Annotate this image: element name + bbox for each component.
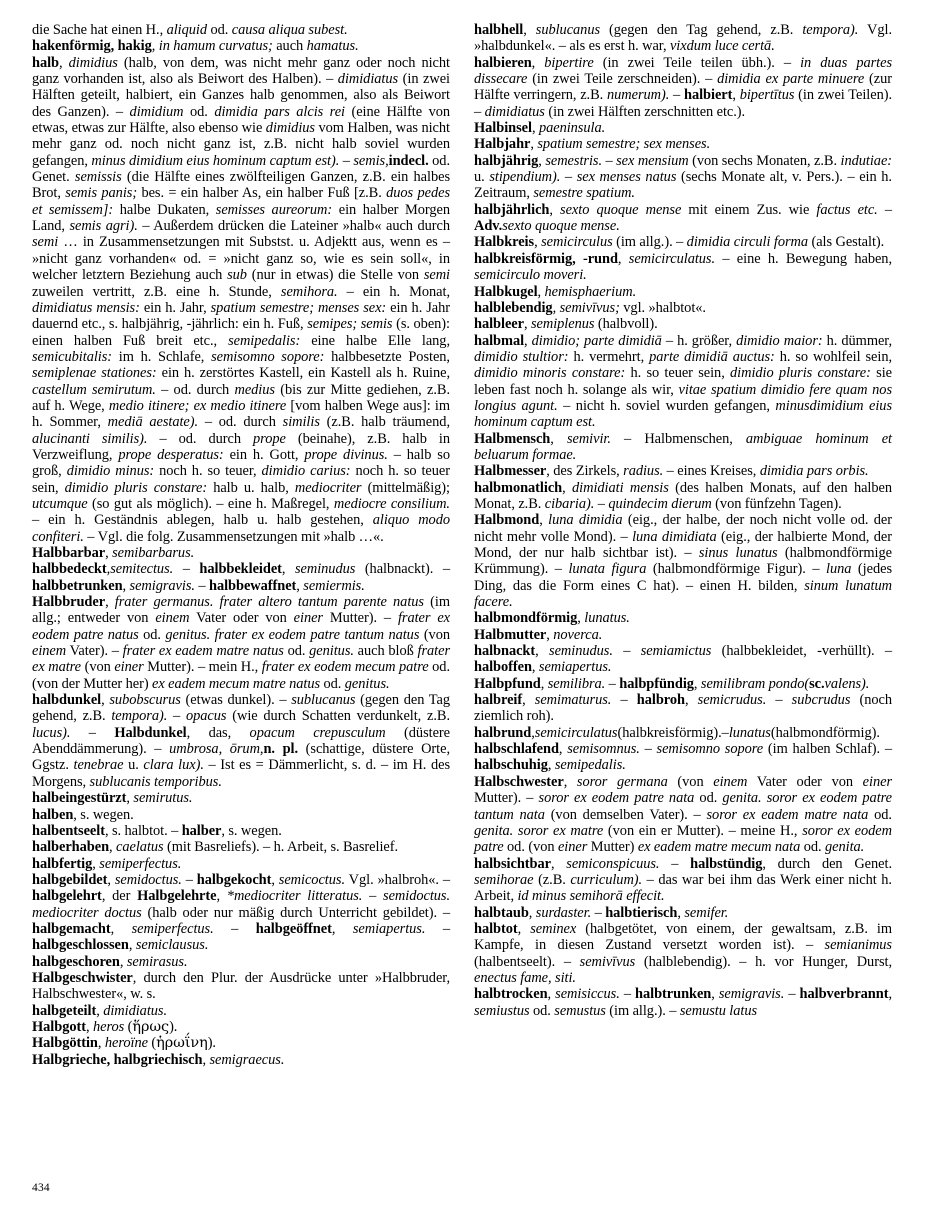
dictionary-entry: Halbgeschwister, durch den Plur. der Ausdrücke unter »Halbbruder, Halbschwester«, w. s. bbox=[32, 969, 450, 1003]
dictionary-entry: halbmonatlich, dimidiati mensis (des halben Monats, auf den halben Monat, z.B. cibaria). – quindecim dierum (von fünfzehn Tagen). bbox=[474, 479, 893, 512]
right-column bbox=[474, 22, 892, 1019]
left-column bbox=[32, 22, 450, 1068]
dictionary-entry: Halbbarbar, semibarbarus. bbox=[32, 545, 195, 561]
dictionary-entry: hakenförmig, hakig, in hamum curvatus; auch hamatus. bbox=[32, 38, 359, 55]
dictionary-entry: halben, s. wegen. bbox=[32, 806, 134, 823]
dictionary-entry: Halbmesser, des Zirkels, radius. – eines Kreises, dimidia pars orbis. bbox=[474, 463, 869, 480]
dictionary-entry: Halbmutter, noverca. bbox=[474, 626, 603, 643]
dictionary-entry: Halbkreis, semicirculus (im allg.). – dimidia circuli forma (als Gestalt). bbox=[474, 234, 885, 251]
dictionary-entry: halbrund,semicirculatus(halbkreisförmig).–lunatus(halbmondförmig). bbox=[474, 724, 880, 741]
dictionary-entry: halbschlafend, semisomnus. – semisomno sopore (im halben Schlaf). – halbschuhig, semipedalis. bbox=[474, 741, 893, 774]
dictionary-entry: halbentseelt, s. halbtot. – halber, s. wegen. bbox=[32, 822, 282, 839]
dictionary-entry: Halbpfund, semilibra. – halbpfündig, semilibram pondo(sc.valens). bbox=[474, 675, 870, 692]
dictionary-entry: halbleer, semiplenus (halbvoll). bbox=[474, 316, 658, 333]
dictionary-entry: halbjährig, semestris. – sex mensium (von sechs Monaten, z.B. indutiae: u. stipendium). – sex menses natus (sechs Monate alt, v. Pers.). – ein h. Zeitraum, semestre spatium. bbox=[474, 152, 893, 202]
dictionary-entry: halbeingestürzt, semirutus. bbox=[32, 790, 193, 807]
dictionary-entry: halbieren, bipertire (in zwei Teile teilen übh.). – in duas partes dissecare (in zwei Teile zerschneiden). – dimidia ex parte minuere (zur Hälfte verringern, z.B. numerum). – halbiert, bipertītus (in zwei Teilen). – dimidiatus (in zwei Hälften zerschnitten etc.). bbox=[474, 54, 893, 120]
dictionary-entry: halblebendig, semivīvus; vgl. »halbtot«. bbox=[474, 299, 706, 316]
dictionary-entry: halbgeteilt, dimidiatus. bbox=[32, 1002, 168, 1019]
dictionary-entry: Halbgöttin, heroïne (ἡρωΐνη). bbox=[32, 1035, 216, 1052]
dictionary-entry: Halbgrieche, halbgriechisch, semigraecus. bbox=[32, 1051, 285, 1068]
dictionary-entry: Halbschwester, soror germana (von einem Vater oder von einer Mutter). – soror ex eodem patre nata od. genita. soror ex eodem patre tantum nata (von demselben Vater). – soror ex eadem matre nata od. genita. soror ex matre (von ein er Mutter). – meine H., soror ex eodem patre od. (von einer Mutter) ex eadem matre mecum nata od. genita. bbox=[474, 773, 892, 856]
dictionary-entry: halbmondförmig, lunatus. bbox=[474, 610, 630, 627]
dictionary-entry: halbdunkel, subobscurus (etwas dunkel). – sublucanus (gegen den Tag gehend, z.B. tempora). – opacus (wie durch Schatten verdunkelt, z.B. lucus). – Halbdunkel, das, opacum crepusculum (düstere Abenddämmerung). – umbrosa, ōrum,n. pl. (schattige, düstere Orte, Ggstz. tenebrae u. clara lux). – Ist es = Dämmerlicht, s. d. – im H. des Morgens, sublucanis temporibus. bbox=[32, 692, 451, 790]
dictionary-entry: halbsichtbar, semiconspicuus. – halbstündig, durch den Genet. semihorae (z.B. curriculum). – das war bei ihm das Werk einer nicht h. Arbeit, id minus semihorā effecit. bbox=[474, 855, 892, 905]
dictionary-entry: Halbjahr, spatium semestre; sex menses. bbox=[474, 136, 711, 153]
dictionary-entry: die Sache hat einen H., aliquid od. causa aliqua subest. bbox=[32, 22, 348, 38]
dictionary-entry: Halbgott, heros (ἥρως). bbox=[32, 1018, 178, 1035]
dictionary-entry: Halbmensch, semivir. – Halbmenschen, ambiguae hominum et beluarum formae. bbox=[474, 430, 893, 463]
dictionary-entry: Halbkugel, hemisphaerium. bbox=[474, 283, 637, 300]
dictionary-entry: Halbmond, luna dimidia (eig., der halbe, der noch nicht volle od. der nicht mehr volle Mond). – luna dimidiata (eig., der halbierte Mond, der Mond, der nur halb sichtbar ist). – sinus lunatus (halbmondförmige Krümmung). – lunata figura (halbmondförmige Figur). – luna (jedes Ding, das die Form eines C hat). – einen H. bilden, sinum lunatum facere. bbox=[474, 512, 892, 611]
dictionary-entry: halbmal, dimidio; parte dimidiā – h. größer, dimidio maior: h. dümmer, dimidio stultior: h. vermehrt, parte dimidiā auctus: h. so wohlfeil sein, dimidio minoris constare: h. so teuer sein, dimidio pluris constare: sie leben fast noch h. solange als wir, vitae spatium dimidio fere quam nos longius agunt. – nicht h. soviel wurden gefangen, minusdimidium eius hominum captum est. bbox=[474, 332, 893, 431]
dictionary-entry: Halbinsel, paeninsula. bbox=[474, 120, 606, 137]
dictionary-entry: halb, dimidius (halb, von dem, was nicht mehr ganz oder noch nicht ganz vorhanden ist, also als Beiwort des Halben). – dimidiatus (in zwei Hälften geteilt, halbiert, ein Ganzes halb genommen, also als Beiwort des Ganzen). – dimidium od. dimidia pars alcis rei (eine Hälfte von etwas, etwas zur Hälfte, also ebenso wie dimidius vom Halben, was nicht mehr ganz od. noch nicht ganz ist, z.B. nicht halb soviel wurden gefangen, minus dimidium eius hominum captum est). – semis,indecl. od. Genet. semissis (die Hälfte eines zwölfteiligen Ganzen, z.B. ein halbes Brot, semis panis; bes. = ein halber As, ein halber Fuß [z.B. duos pedes et semissem]: halbe Dukaten, semisses aureorum: ein halber Morgen Land, semis agri). – Außerdem drücken die Lateiner »halb« auch durch semi … in Zusammensetzungen mit Substst. u. Adjektt aus, wenn es – »nicht ganz vorhanden« od. = »nicht ganz so, wie es sein soll«, in welcher letztern Beziehung auch sub (nur in etwas) die Stelle von semi zuweilen vertritt, z.B. eine h. Stunde, semihora. – ein h. Monat, dimidiatus mensis: ein h. Jahr, spatium semestre; menses sex: ein h. Jahr dauernd etc., s. halbjährig, -jährlich: ein h. Fuß, semipes; semis (s. oben): einen halben Fuß breit etc., semipedalis: eine halbe Elle lang, semicubitalis: im h. Schlafe, semisomno sopore: halbbesetzte Posten, semiplenae stationes: ein h. zerstörtes Kastell, ein Kastell als h. Ruine, castellum semirutum. – od. durch medius (bis zur Mitte gediehen, z.B. auf h. Wege, medio itinere; ex medio itinere [vom halben Wege aus]: im h. Sommer, mediā aestate). – od. durch similis (z.B. halb träumend, alucinanti similis). – od. durch prope (beinahe), z.B. halb in Verzweiflung, prope desperatus: ein h. Gott, prope divinus. – halb so groß, dimidio minus: noch h. so teuer, dimidio carius: noch h. so teuer sein, dimidio pluris constare: halb u. halb, mediocriter (mittelmäßig); utcumque (so gut als möglich). – eine h. Maßregel, mediocre consilium. – ein h. Geständnis ablegen, halb u. halb gestehen, aliquo modo confiteri. – Vgl. die folg. Zusammensetzungen mit »halb …«. bbox=[32, 54, 451, 545]
dictionary-entry: Halbbruder, frater germanus. frater altero tantum parente natus (im allg.; entweder von einem Vater oder von einer Mutter). – frater ex eodem patre natus od. genitus. frater ex eodem patre tantum natus (von einem Vater). – frater ex eadem matre natus od. genitus. auch bloß frater ex matre (von einer Mutter). – mein H., frater ex eodem mecum patre od. (von der Mutter her) ex eadem mecum matre natus od. genitus. bbox=[32, 594, 451, 692]
dictionary-entry: halberhaben, caelatus (mit Basreliefs). – h. Arbeit, s. Basrelief. bbox=[32, 839, 399, 856]
dictionary-entry: halbfertig, semiperfectus. bbox=[32, 855, 182, 872]
dictionary-entry: halbtrocken, semisiccus. – halbtrunken, semigravis. – halbverbrannt, semiustus od. semustus (im allg.). – semustu latus bbox=[474, 986, 893, 1019]
dictionary-entry: halbkreisförmig, -rund, semicirculatus. – eine h. Bewegung haben, semicirculo moveri. bbox=[474, 250, 892, 284]
page-columns bbox=[32, 22, 903, 1068]
dictionary-entry: halbhell, sublucanus (gegen den Tag gehend, z.B. tempora). Vgl. »halbdunkel«. – als es erst h. war, vixdum luce certā. bbox=[474, 22, 893, 55]
dictionary-entry: halbtaub, surdaster. – halbtierisch, semifer. bbox=[474, 904, 729, 921]
dictionary-entry: halbreif, semimaturus. – halbroh, semicrudus. – subcrudus (noch ziemlich roh). bbox=[474, 692, 893, 725]
dictionary-entry: halbbedeckt,semitectus. – halbbekleidet, seminudus (halbnackt). – halbbetrunken, semigravis. – halbbewaffnet, semiermis. bbox=[32, 561, 451, 594]
dictionary-entry: halbtot, seminex (halbgetötet, von einem, der gewaltsam, z.B. im Kampfe, in diesen Zustand versetzt worden ist). – semianimus (halbentseelt). – semivīvus (halblebendig). – h. vor Hunger, Durst, enectus fame, siti. bbox=[474, 920, 893, 986]
dictionary-entry: halbgebildet, semidoctus. – halbgekocht, semicoctus. Vgl. »halbroh«. – halbgelehrt, der Halbgelehrte, *mediocriter litteratus. – semidoctus. mediocriter doctus (halb oder nur mäßig durch Unterricht gebildet). – halbgemacht, semiperfectus. – halbgeöffnet, semiapertus. – halbgeschlossen, semiclausus. bbox=[32, 871, 451, 954]
dictionary-entry: halbjährlich, sexto quoque mense mit einem Zus. wie factus etc. – Adv.sexto quoque mense. bbox=[474, 201, 892, 235]
page-number: 434 bbox=[32, 1182, 50, 1194]
dictionary-entry: halbnackt, seminudus. – semiamictus (halbbekleidet, -verhüllt). – halboffen, semiapertus. bbox=[474, 643, 892, 676]
dictionary-entry: halbgeschoren, semirasus. bbox=[32, 953, 188, 970]
